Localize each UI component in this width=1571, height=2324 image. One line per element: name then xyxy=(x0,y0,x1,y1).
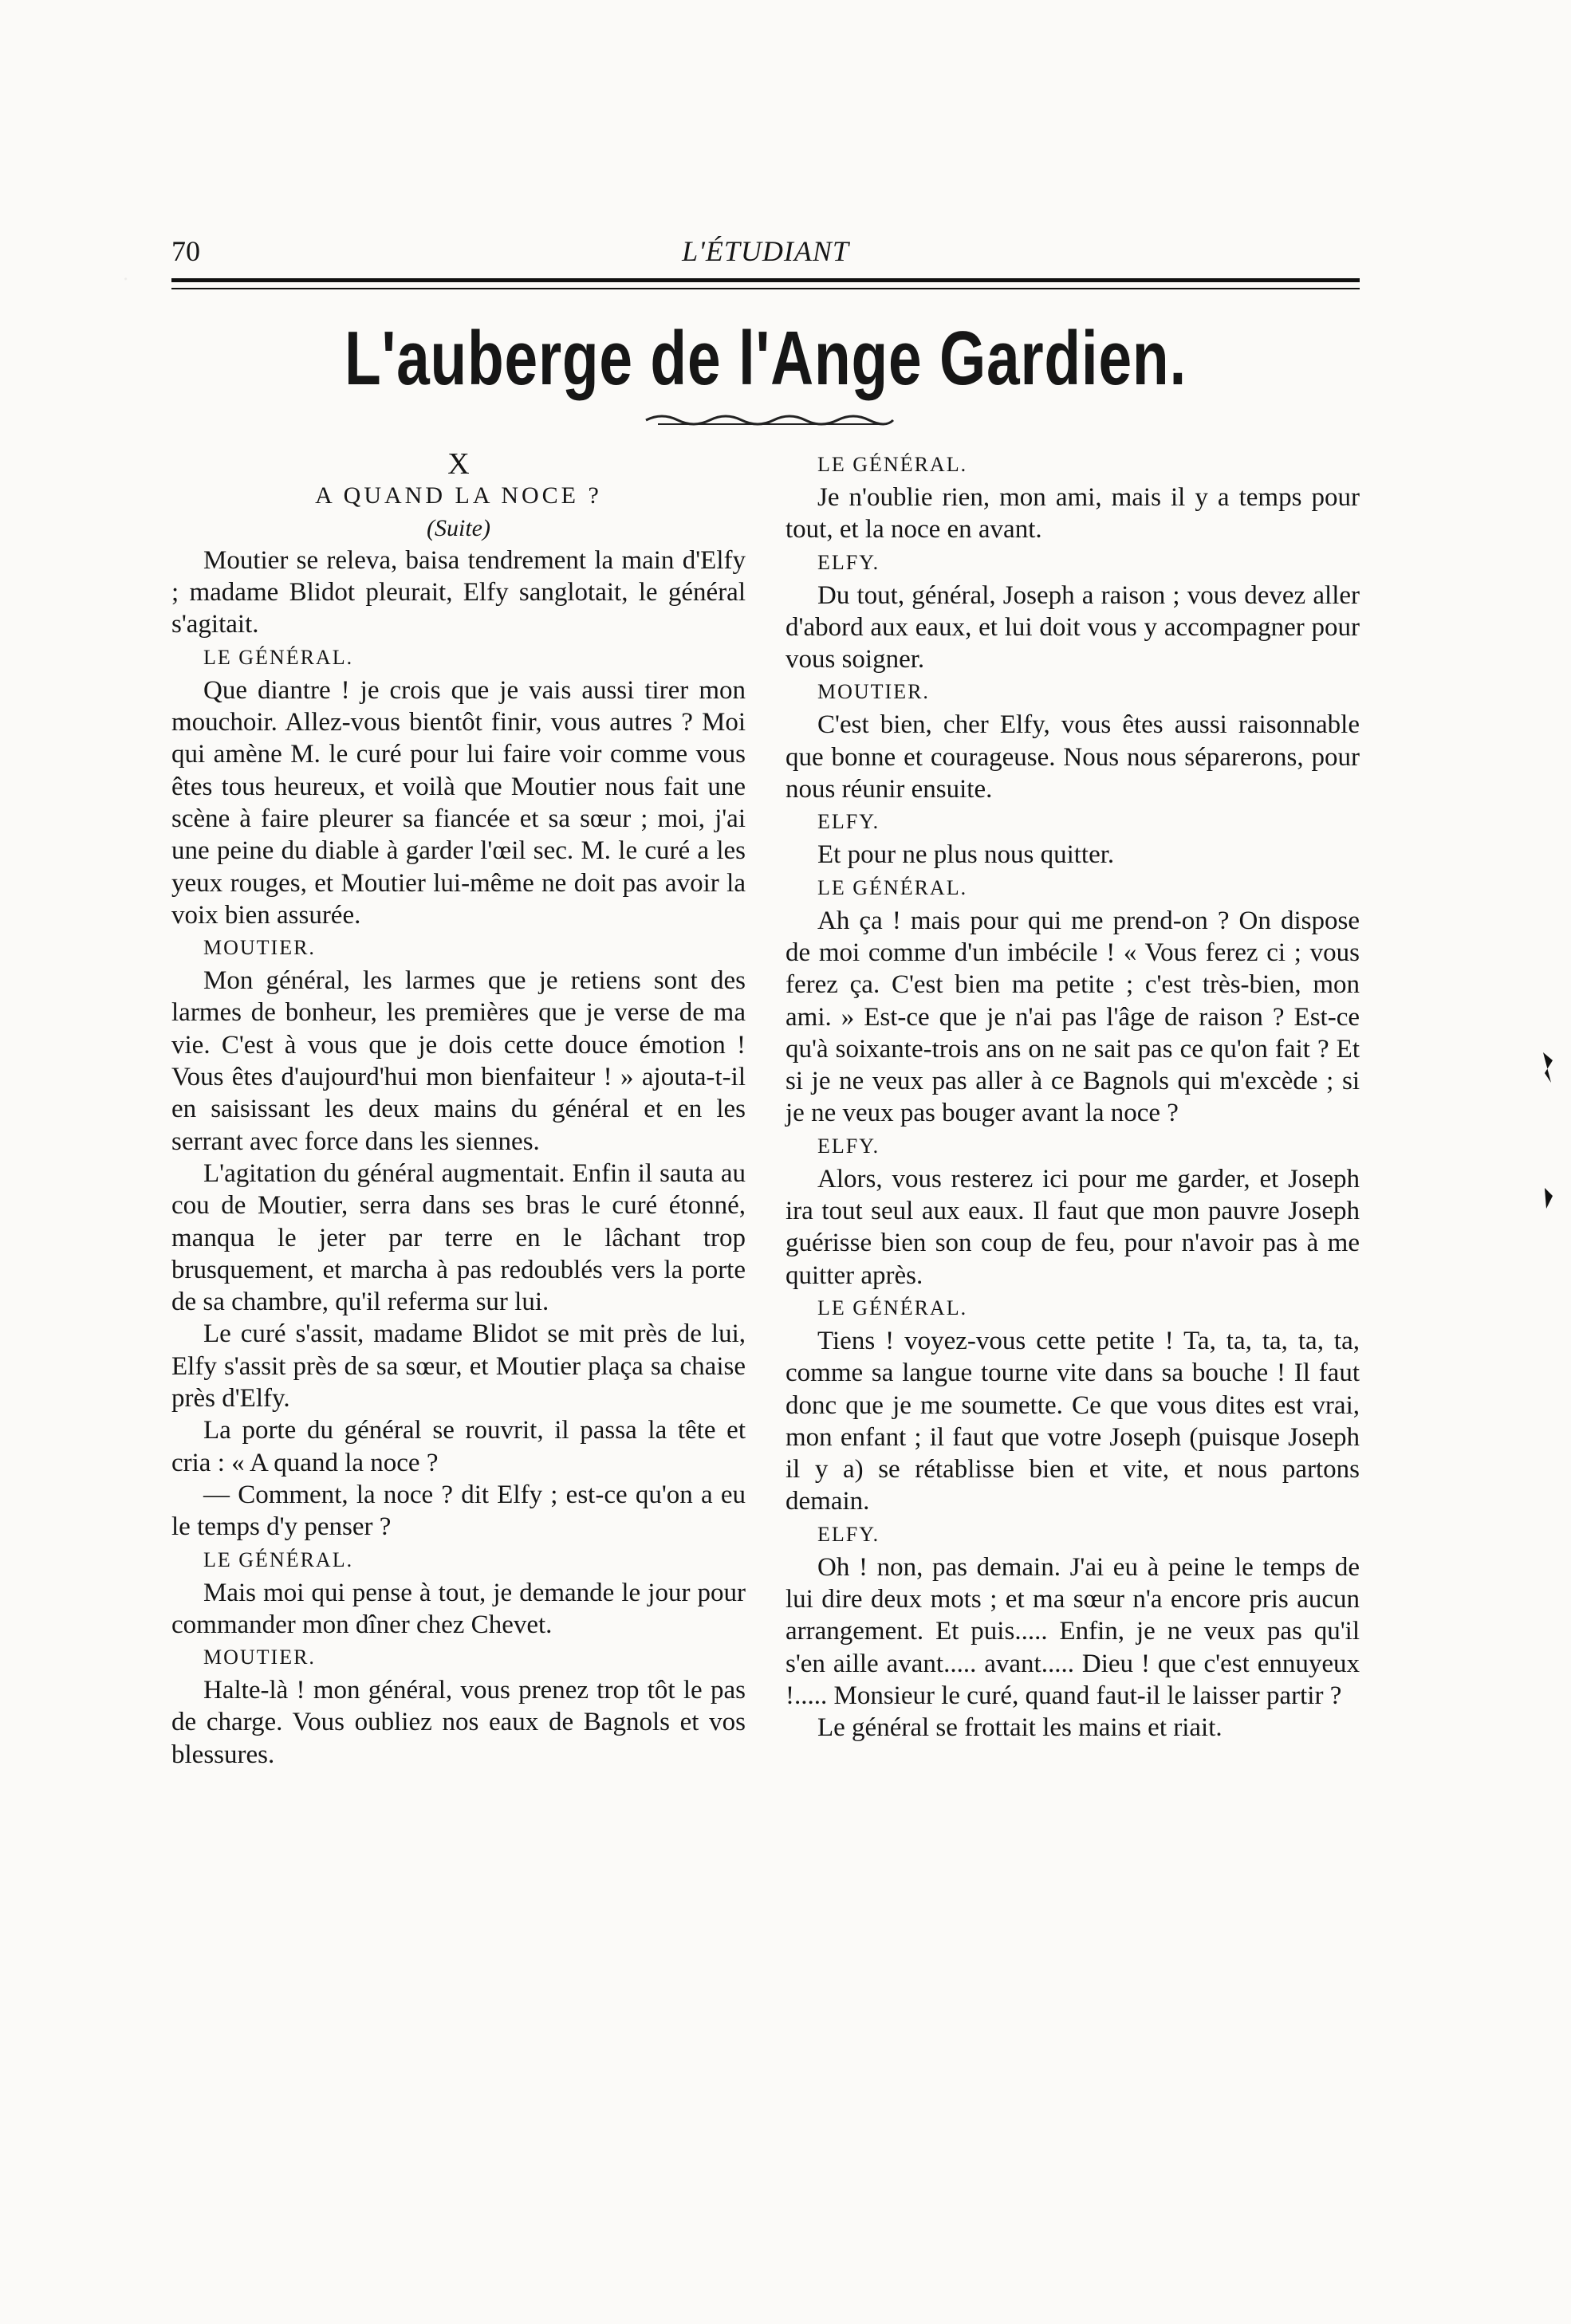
paragraph: Ah ça ! mais pour qui me prend-on ? On dispose de moi comme d'un imbécile ! « Vous ferez ci ; vous ferez ça. C'est bien ma petite ; c'est très-bien, mon ami. » Est-ce que je n'ai pas l'âge de raison ? Est-ce qu'à soixante-trois ans on ne sait pas ce qu'on fait ? Et si je ne veux pas aller à ce Bagnols qui m'excède ; si je ne veux pas bouger avant la noce ? xyxy=(786,906,1360,1128)
speaker-label: ELFY. xyxy=(817,810,880,834)
page-header xyxy=(171,231,1360,269)
paragraph: Le curé s'assit, madame Blidot se mit près de lui, Elfy s'assit près de sa sœur, et Moutier plaça sa chaise près d'Elfy. xyxy=(171,1319,746,1414)
paragraph: Tiens ! voyez-vous cette petite ! Ta, ta, ta, ta, ta, comme sa langue tourne vite dans sa bouche ! Il faut donc que je me soumette. Ce que vous dites est vrai, mon enfant ; il faut que votre Joseph (puisque Joseph il y a) se rétablisse bien et vite, et nous partons demain. xyxy=(786,1326,1360,1516)
speaker-label: MOUTIER. xyxy=(203,1646,316,1669)
header-rule xyxy=(171,278,1360,289)
speaker-label: LE GÉNÉRAL. xyxy=(817,1296,968,1319)
paragraph: Moutier se releva, baisa tendrement la main d'Elfy ; madame Blidot pleurait, Elfy sanglotait, le général s'agitait. xyxy=(171,545,746,639)
title-ornament xyxy=(642,411,897,430)
article-title: L'auberge de l'Ange Gardien. xyxy=(344,316,1187,401)
paragraph: Je n'oublie rien, mon ami, mais il y a temps pour tout, et la noce en avant. xyxy=(786,483,1360,545)
speaker-label: ELFY. xyxy=(817,1522,880,1546)
page-number: 70 xyxy=(171,235,200,267)
speaker-label: ELFY. xyxy=(817,550,880,574)
paragraph: Et pour ne plus nous quitter. xyxy=(817,840,1115,870)
paragraph: C'est bien, cher Elfy, vous êtes aussi raisonnable que bonne et courageuse. Nous nous séparerons, pour nous réunir ensuite. xyxy=(786,710,1360,804)
paragraph: La porte du général se rouvrit, il passa la tête et cria : « A quand la noce ? xyxy=(171,1416,746,1477)
speaker-label: MOUTIER. xyxy=(817,680,930,704)
paragraph: Mon général, les larmes que je retiens sont des larmes de bonheur, les premières que je verse de ma vie. C'est à vous que je dois cette douce émotion ! Vous êtes d'aujourd'hui mon bienfaiteur ! » ajouta-t-il en saisissant les deux mains du général et en les serrant avec force dans les siennes. xyxy=(171,966,746,1156)
paragraph: Du tout, général, Joseph a raison ; vous devez aller d'abord aux eaux, et lui doit vous y accompagner pour vous soigner. xyxy=(786,580,1360,674)
speaker-label: MOUTIER. xyxy=(203,936,316,960)
paragraph: Que diantre ! je crois que je vais aussi tirer mon mouchoir. Allez-vous bientôt finir, vous autres ? Moi qui amène M. le curé pour lui faire voir comme vous êtes tous heureux, et voilà que Moutier nous fait une scène à faire pleurer sa fiancée et sa sœur ; moi, j'ai une peine du diable à garder l'œil sec. M. le curé a les yeux rouges, et Moutier lui-même ne doit pas avoir la voix bien assurée. xyxy=(171,675,746,930)
speaker-label: LE GÉNÉRAL. xyxy=(203,1547,354,1571)
margin-specks xyxy=(1535,1044,1559,1236)
paragraph: — Comment, la noce ? dit Elfy ; est-ce qu'on a eu le temps d'y penser ? xyxy=(171,1480,746,1542)
paragraph: Le général se frottait les mains et riait. xyxy=(817,1713,1223,1743)
paragraph: Oh ! non, pas demain. J'ai eu à peine le temps de lui dire deux mots ; et ma sœur n'a encore pris aucun arrangement. Et puis..... Enfin, je ne veux pas qu'il s'en aille avant..... avant..... Dieu ! que c'est ennuyeux !..... Monsieur le curé, quand faut-il le laisser partir ? xyxy=(786,1552,1360,1710)
right-column xyxy=(786,448,1360,1744)
speaker-label: LE GÉNÉRAL. xyxy=(203,645,354,669)
running-title: L'ÉTUDIANT xyxy=(682,235,849,267)
paragraph: Mais moi qui pense à tout, je demande le jour pour commander mon dîner chez Chevet. xyxy=(171,1578,746,1639)
paragraph: L'agitation du général augmentait. Enfin il sauta au cou de Moutier, serra dans ses bras le curé étonné, manqua le jeter par terre en le lâchant trop brusquement, et marcha à pas redoublés vers la porte de sa chambre, qu'il referma sur lui. xyxy=(171,1158,746,1317)
speaker-label: LE GÉNÉRAL. xyxy=(817,453,968,476)
speaker-label: ELFY. xyxy=(817,1134,880,1158)
paragraph: Alors, vous resterez ici pour me garder, et Joseph ira tout seul aux eaux. Il faut que mon pauvre Joseph guérisse bien son coup de feu, pour n'avoir pas à me quitter après. xyxy=(786,1164,1360,1290)
chapter-title: A QUAND LA NOCE ? xyxy=(315,482,602,509)
speaker-label: LE GÉNÉRAL. xyxy=(817,875,968,899)
paragraph: Halte-là ! mon général, vous prenez trop tôt le pas de charge. Vous oubliez nos eaux de Bagnols et vos blessures. xyxy=(171,1676,746,1769)
chapter-number: X xyxy=(447,447,470,481)
left-column xyxy=(171,448,746,1771)
subtitle: (Suite) xyxy=(427,514,490,541)
